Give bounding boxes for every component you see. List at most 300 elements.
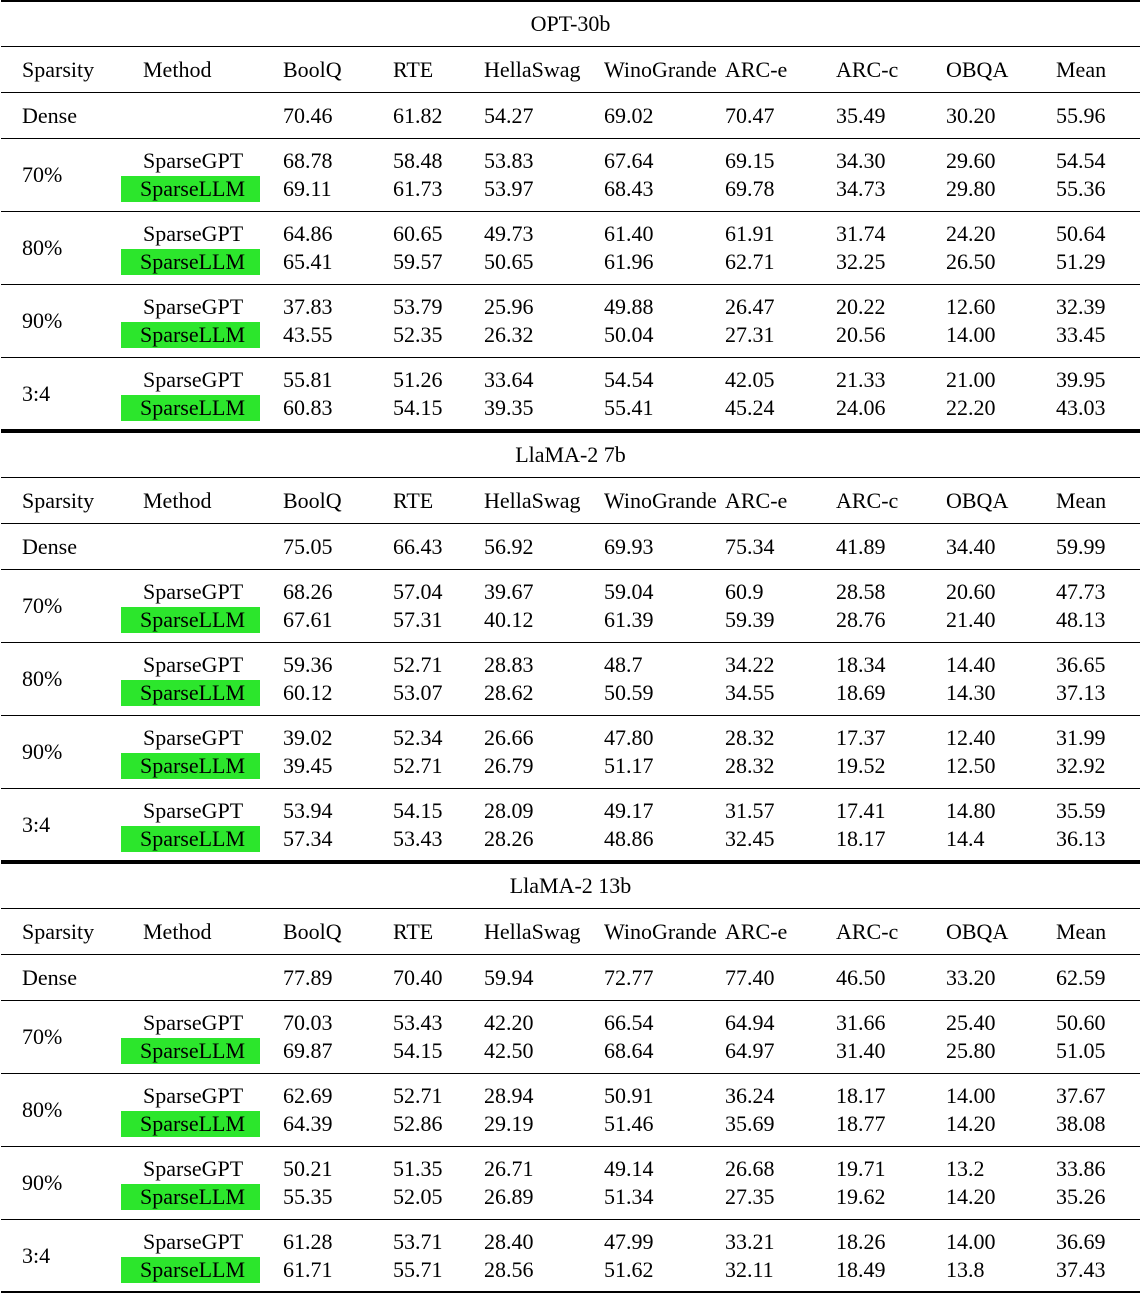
method-cell-highlighted: [121, 1110, 260, 1138]
value-cell: 59.39: [725, 607, 775, 632]
value-cell: 19.71: [836, 1156, 886, 1181]
value-cell: 25.40: [946, 1010, 996, 1035]
value-cell: 28.32: [725, 725, 775, 750]
value-cell: 61.40: [604, 221, 654, 246]
table-block: [1, 431, 1140, 862]
value-cell: 59.57: [393, 249, 443, 274]
method-cell-highlighted: [121, 321, 260, 349]
value-cell: 61.91: [725, 221, 775, 246]
value-cell: 77.89: [283, 965, 333, 990]
column-header: Sparsity: [22, 919, 95, 944]
value-cell: 14.40: [946, 652, 996, 677]
value-cell: 53.71: [393, 1229, 443, 1254]
value-cell: 55.71: [393, 1257, 443, 1282]
value-cell: 69.15: [725, 148, 775, 173]
method-label-highlight: SparseLLM: [121, 680, 260, 706]
value-cell: 33.20: [946, 965, 996, 990]
value-cell: 21.00: [946, 367, 996, 392]
value-cell: 65.41: [283, 249, 333, 274]
value-cell: 14.4: [946, 826, 985, 851]
method-label-highlight: SparseLLM: [121, 607, 260, 633]
column-header: RTE: [393, 919, 434, 944]
column-header: RTE: [393, 57, 434, 82]
value-cell: 12.40: [946, 725, 996, 750]
value-cell: 50.60: [1056, 1010, 1106, 1035]
value-cell: 51.62: [604, 1257, 654, 1282]
value-cell: 18.17: [836, 1083, 886, 1108]
sparsity-label: 3:4: [22, 1243, 51, 1268]
method-label-highlight: SparseLLM: [121, 753, 260, 779]
method-label: SparseGPT: [143, 221, 244, 246]
value-cell: 13.8: [946, 1257, 985, 1282]
column-header: ARC-c: [836, 488, 899, 513]
method-label: SparseGPT: [143, 579, 244, 604]
value-cell: 24.06: [836, 395, 886, 420]
column-header: BoolQ: [283, 919, 342, 944]
value-cell: 29.80: [946, 176, 996, 201]
method-label: SparseGPT: [143, 294, 244, 319]
value-cell: 31.57: [725, 798, 775, 823]
method-label: SparseGPT: [143, 798, 244, 823]
value-cell: 27.35: [725, 1184, 775, 1209]
column-header: WinoGrande: [604, 57, 717, 82]
column-header: ARC-e: [725, 919, 788, 944]
value-cell: 69.93: [604, 534, 654, 559]
sparsity-label: Dense: [22, 103, 77, 128]
value-cell: 53.43: [393, 1010, 443, 1035]
value-cell: 59.04: [604, 579, 654, 604]
value-cell: 54.15: [393, 798, 443, 823]
value-cell: 14.00: [946, 1083, 996, 1108]
value-cell: 49.14: [604, 1156, 654, 1181]
value-cell: 26.47: [725, 294, 775, 319]
value-cell: 69.11: [283, 176, 332, 201]
value-cell: 64.86: [283, 221, 333, 246]
value-cell: 34.30: [836, 148, 886, 173]
value-cell: 37.67: [1056, 1083, 1106, 1108]
value-cell: 26.68: [725, 1156, 775, 1181]
method-label-highlight: SparseLLM: [121, 176, 260, 202]
value-cell: 72.77: [604, 965, 654, 990]
value-cell: 37.13: [1056, 680, 1106, 705]
column-header: HellaSwag: [484, 57, 581, 82]
value-cell: 60.9: [725, 579, 764, 604]
value-cell: 59.36: [283, 652, 333, 677]
value-cell: 14.00: [946, 322, 996, 347]
column-header: Method: [143, 57, 212, 82]
value-cell: 38.08: [1056, 1111, 1106, 1136]
value-cell: 66.43: [393, 534, 443, 559]
value-cell: 61.82: [393, 103, 443, 128]
table-title: OPT-30b: [1, 0, 1140, 47]
sparsity-label: 80%: [22, 235, 63, 260]
value-cell: 28.32: [725, 753, 775, 778]
value-cell: 42.05: [725, 367, 775, 392]
value-cell: 41.89: [836, 534, 886, 559]
value-cell: 52.05: [393, 1184, 443, 1209]
value-cell: 70.46: [283, 103, 333, 128]
sparsity-group: [1, 716, 1140, 789]
value-cell: 20.60: [946, 579, 996, 604]
value-cell: 35.26: [1056, 1184, 1106, 1209]
value-cell: 51.29: [1056, 249, 1106, 274]
value-cell: 62.59: [1056, 965, 1106, 990]
table-title: LlaMA-2 13b: [1, 862, 1140, 909]
value-cell: 25.80: [946, 1038, 996, 1063]
value-cell: 39.02: [283, 725, 333, 750]
column-header: RTE: [393, 488, 434, 513]
value-cell: 46.50: [836, 965, 886, 990]
value-cell: 54.27: [484, 103, 534, 128]
value-cell: 31.74: [836, 221, 886, 246]
value-cell: 51.05: [1056, 1038, 1106, 1063]
column-header: ARC-e: [725, 488, 788, 513]
value-cell: 61.96: [604, 249, 654, 274]
value-cell: 32.92: [1056, 753, 1106, 778]
value-cell: 18.49: [836, 1257, 886, 1282]
sparsity-label: 90%: [22, 308, 63, 333]
sparsity-group: [1, 1074, 1140, 1147]
method-cell-highlighted: [121, 1183, 260, 1211]
value-cell: 68.43: [604, 176, 654, 201]
value-cell: 28.56: [484, 1257, 534, 1282]
value-cell: 18.69: [836, 680, 886, 705]
value-cell: 57.04: [393, 579, 443, 604]
value-cell: 51.17: [604, 753, 654, 778]
value-cell: 75.05: [283, 534, 333, 559]
column-header: Mean: [1056, 488, 1107, 513]
value-cell: 61.39: [604, 607, 654, 632]
value-cell: 22.20: [946, 395, 996, 420]
value-cell: 53.43: [393, 826, 443, 851]
value-cell: 53.94: [283, 798, 333, 823]
value-cell: 26.71: [484, 1156, 534, 1181]
column-header: Method: [143, 919, 212, 944]
value-cell: 12.50: [946, 753, 996, 778]
value-cell: 60.12: [283, 680, 333, 705]
value-cell: 54.54: [604, 367, 654, 392]
value-cell: 55.41: [604, 395, 654, 420]
method-label: SparseGPT: [143, 1156, 244, 1181]
column-header: HellaSwag: [484, 919, 581, 944]
method-label: SparseGPT: [143, 367, 244, 392]
value-cell: 36.24: [725, 1083, 775, 1108]
header-row: [1, 909, 1140, 955]
value-cell: 14.20: [946, 1184, 996, 1209]
value-cell: 28.76: [836, 607, 886, 632]
value-cell: 28.26: [484, 826, 534, 851]
value-cell: 21.33: [836, 367, 886, 392]
value-cell: 39.67: [484, 579, 534, 604]
sparsity-group: [1, 139, 1140, 212]
method-label: SparseGPT: [143, 652, 244, 677]
sparsity-group: [1, 643, 1140, 716]
value-cell: 34.73: [836, 176, 886, 201]
method-cell-highlighted: [121, 1256, 260, 1284]
value-cell: 31.66: [836, 1010, 886, 1035]
value-cell: 68.26: [283, 579, 333, 604]
value-cell: 18.26: [836, 1229, 886, 1254]
sparsity-group: [1, 570, 1140, 643]
header-row: [1, 478, 1140, 524]
value-cell: 50.21: [283, 1156, 333, 1181]
value-cell: 69.78: [725, 176, 775, 201]
table-title: LlaMA-2 7b: [1, 431, 1140, 478]
value-cell: 35.59: [1056, 798, 1106, 823]
value-cell: 59.99: [1056, 534, 1106, 559]
value-cell: 49.17: [604, 798, 654, 823]
value-cell: 33.64: [484, 367, 534, 392]
method-cell-highlighted: [121, 679, 260, 707]
dense-row: [1, 524, 1140, 570]
value-cell: 55.96: [1056, 103, 1106, 128]
method-cell-highlighted: [121, 606, 260, 634]
method-cell-highlighted: [121, 248, 260, 276]
value-cell: 32.25: [836, 249, 886, 274]
value-cell: 18.77: [836, 1111, 886, 1136]
sparsity-label: Dense: [22, 534, 77, 559]
value-cell: 50.04: [604, 322, 654, 347]
value-cell: 51.34: [604, 1184, 654, 1209]
value-cell: 53.07: [393, 680, 443, 705]
value-cell: 42.20: [484, 1010, 534, 1035]
value-cell: 62.71: [725, 249, 775, 274]
column-header: HellaSwag: [484, 488, 581, 513]
value-cell: 54.54: [1056, 148, 1106, 173]
value-cell: 27.31: [725, 322, 775, 347]
method-label-highlight: SparseLLM: [121, 1184, 260, 1210]
value-cell: 37.83: [283, 294, 333, 319]
column-header: WinoGrande: [604, 919, 717, 944]
value-cell: 28.62: [484, 680, 534, 705]
table-block: [1, 862, 1140, 1293]
value-cell: 13.2: [946, 1156, 985, 1181]
value-cell: 61.73: [393, 176, 443, 201]
method-cell-highlighted: [121, 175, 260, 203]
value-cell: 61.28: [283, 1229, 333, 1254]
column-header: WinoGrande: [604, 488, 717, 513]
value-cell: 14.30: [946, 680, 996, 705]
value-cell: 54.15: [393, 1038, 443, 1063]
value-cell: 52.71: [393, 753, 443, 778]
value-cell: 18.17: [836, 826, 886, 851]
value-cell: 67.64: [604, 148, 654, 173]
value-cell: 43.55: [283, 322, 333, 347]
value-cell: 64.39: [283, 1111, 333, 1136]
value-cell: 51.26: [393, 367, 443, 392]
value-cell: 26.79: [484, 753, 534, 778]
value-cell: 35.49: [836, 103, 886, 128]
value-cell: 68.78: [283, 148, 333, 173]
value-cell: 28.58: [836, 579, 886, 604]
value-cell: 52.35: [393, 322, 443, 347]
value-cell: 28.83: [484, 652, 534, 677]
value-cell: 50.59: [604, 680, 654, 705]
value-cell: 57.31: [393, 607, 443, 632]
method-label: SparseGPT: [143, 148, 244, 173]
sparsity-group: [1, 1147, 1140, 1220]
value-cell: 19.62: [836, 1184, 886, 1209]
column-header: OBQA: [946, 919, 1009, 944]
value-cell: 14.80: [946, 798, 996, 823]
value-cell: 52.86: [393, 1111, 443, 1136]
value-cell: 12.60: [946, 294, 996, 319]
value-cell: 36.65: [1056, 652, 1106, 677]
column-header: Mean: [1056, 57, 1107, 82]
value-cell: 69.02: [604, 103, 654, 128]
sparsity-group: [1, 789, 1140, 862]
dense-row: [1, 93, 1140, 139]
table-block: [1, 0, 1140, 431]
value-cell: 20.22: [836, 294, 886, 319]
value-cell: 75.34: [725, 534, 775, 559]
value-cell: 77.40: [725, 965, 775, 990]
method-label: SparseGPT: [143, 725, 244, 750]
value-cell: 53.83: [484, 148, 534, 173]
value-cell: 64.97: [725, 1038, 775, 1063]
sparsity-label: 70%: [22, 593, 63, 618]
value-cell: 14.00: [946, 1229, 996, 1254]
column-header: ARC-c: [836, 919, 899, 944]
value-cell: 36.69: [1056, 1229, 1106, 1254]
value-cell: 45.24: [725, 395, 775, 420]
value-cell: 17.41: [836, 798, 886, 823]
method-cell-highlighted: [121, 825, 260, 853]
value-cell: 29.60: [946, 148, 996, 173]
value-cell: 14.20: [946, 1111, 996, 1136]
value-cell: 48.86: [604, 826, 654, 851]
sparsity-label: 3:4: [22, 812, 51, 837]
sparsity-group: [1, 1220, 1140, 1293]
value-cell: 50.64: [1056, 221, 1106, 246]
value-cell: 35.69: [725, 1111, 775, 1136]
column-header: Sparsity: [22, 488, 95, 513]
value-cell: 54.15: [393, 395, 443, 420]
value-cell: 26.32: [484, 322, 534, 347]
value-cell: 31.99: [1056, 725, 1106, 750]
column-header: OBQA: [946, 57, 1009, 82]
value-cell: 70.03: [283, 1010, 333, 1035]
sparsity-label: Dense: [22, 965, 77, 990]
value-cell: 20.56: [836, 322, 886, 347]
sparsity-label: 90%: [22, 1170, 63, 1195]
value-cell: 34.22: [725, 652, 775, 677]
value-cell: 37.43: [1056, 1257, 1106, 1282]
value-cell: 50.91: [604, 1083, 654, 1108]
column-header: Mean: [1056, 919, 1107, 944]
value-cell: 55.36: [1056, 176, 1106, 201]
value-cell: 52.71: [393, 652, 443, 677]
value-cell: 28.09: [484, 798, 534, 823]
sparsity-group: [1, 1001, 1140, 1074]
value-cell: 25.96: [484, 294, 534, 319]
value-cell: 64.94: [725, 1010, 775, 1035]
sparsity-label: 90%: [22, 739, 63, 764]
value-cell: 61.71: [283, 1257, 333, 1282]
value-cell: 55.81: [283, 367, 333, 392]
value-cell: 48.7: [604, 652, 643, 677]
value-cell: 57.34: [283, 826, 333, 851]
value-cell: 34.40: [946, 534, 996, 559]
value-cell: 19.52: [836, 753, 886, 778]
value-cell: 18.34: [836, 652, 886, 677]
value-cell: 30.20: [946, 103, 996, 128]
value-cell: 43.03: [1056, 395, 1106, 420]
value-cell: 47.80: [604, 725, 654, 750]
value-cell: 29.19: [484, 1111, 534, 1136]
sparsity-group: [1, 358, 1140, 431]
value-cell: 39.45: [283, 753, 333, 778]
value-cell: 36.13: [1056, 826, 1106, 851]
value-cell: 32.45: [725, 826, 775, 851]
value-cell: 53.79: [393, 294, 443, 319]
value-cell: 55.35: [283, 1184, 333, 1209]
value-cell: 52.34: [393, 725, 443, 750]
value-cell: 33.21: [725, 1229, 775, 1254]
dense-row: [1, 955, 1140, 1001]
value-cell: 69.87: [283, 1038, 333, 1063]
sparsity-label: 80%: [22, 1097, 63, 1122]
value-cell: 47.99: [604, 1229, 654, 1254]
value-cell: 40.12: [484, 607, 534, 632]
value-cell: 28.94: [484, 1083, 534, 1108]
method-label-highlight: SparseLLM: [121, 1038, 260, 1064]
value-cell: 42.50: [484, 1038, 534, 1063]
method-label: SparseGPT: [143, 1083, 244, 1108]
method-label-highlight: SparseLLM: [121, 322, 260, 348]
value-cell: 34.55: [725, 680, 775, 705]
value-cell: 39.95: [1056, 367, 1106, 392]
column-header: Method: [143, 488, 212, 513]
value-cell: 60.83: [283, 395, 333, 420]
value-cell: 68.64: [604, 1038, 654, 1063]
value-cell: 26.50: [946, 249, 996, 274]
value-cell: 49.73: [484, 221, 534, 246]
method-label: SparseGPT: [143, 1229, 244, 1254]
value-cell: 50.65: [484, 249, 534, 274]
value-cell: 28.40: [484, 1229, 534, 1254]
method-label-highlight: SparseLLM: [121, 1257, 260, 1283]
value-cell: 48.13: [1056, 607, 1106, 632]
column-header: Sparsity: [22, 57, 95, 82]
value-cell: 32.11: [725, 1257, 774, 1282]
sparsity-label: 3:4: [22, 381, 51, 406]
value-cell: 70.40: [393, 965, 443, 990]
value-cell: 24.20: [946, 221, 996, 246]
method-label-highlight: SparseLLM: [121, 1111, 260, 1137]
column-header: BoolQ: [283, 488, 342, 513]
column-header: ARC-e: [725, 57, 788, 82]
value-cell: 51.46: [604, 1111, 654, 1136]
value-cell: 26.89: [484, 1184, 534, 1209]
value-cell: 53.97: [484, 176, 534, 201]
value-cell: 31.40: [836, 1038, 886, 1063]
value-cell: 67.61: [283, 607, 333, 632]
value-cell: 70.47: [725, 103, 775, 128]
method-cell-highlighted: [121, 394, 260, 422]
value-cell: 33.45: [1056, 322, 1106, 347]
method-label-highlight: SparseLLM: [121, 826, 260, 852]
sparsity-group: [1, 285, 1140, 358]
value-cell: 21.40: [946, 607, 996, 632]
value-cell: 26.66: [484, 725, 534, 750]
method-label-highlight: SparseLLM: [121, 395, 260, 421]
sparsity-label: 70%: [22, 162, 63, 187]
method-cell-highlighted: [121, 752, 260, 780]
sparsity-label: 70%: [22, 1024, 63, 1049]
value-cell: 59.94: [484, 965, 534, 990]
value-cell: 60.65: [393, 221, 443, 246]
